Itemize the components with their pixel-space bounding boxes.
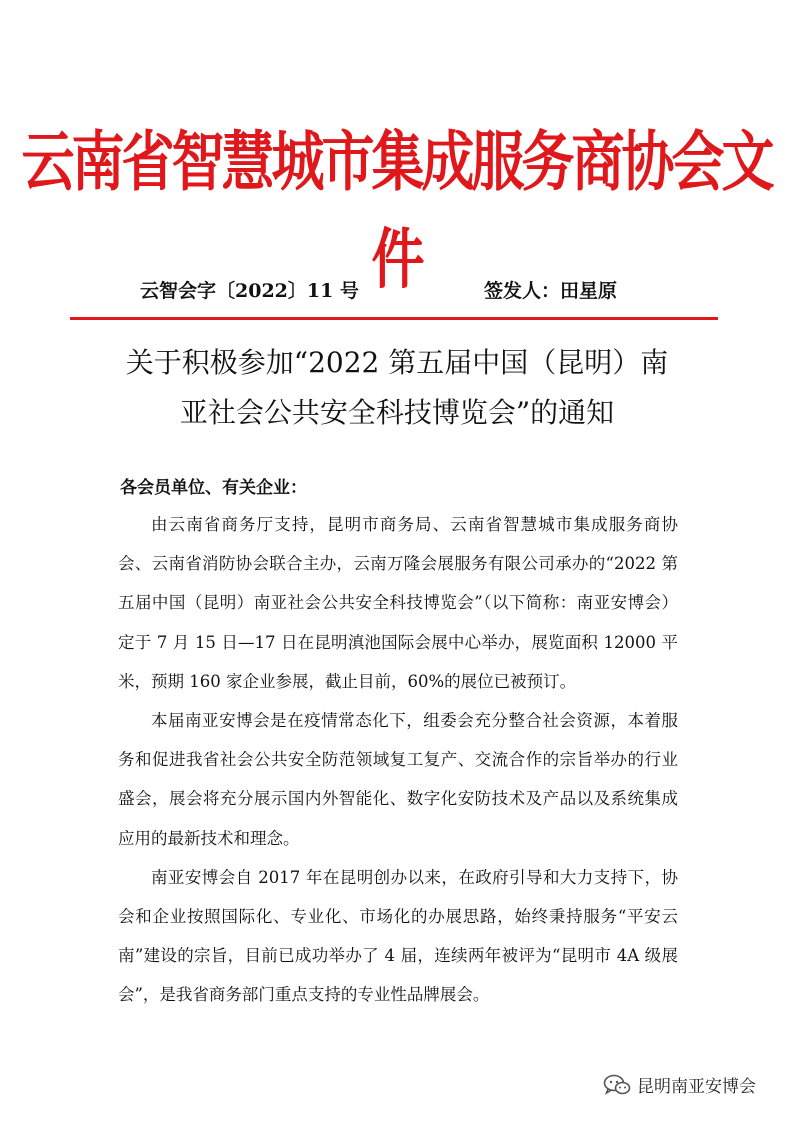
signer <box>484 278 617 304</box>
notice-title-line-1: 关于积极参加“2022 第五届中国（昆明）南 <box>125 346 669 379</box>
body-text <box>118 505 678 1015</box>
red-divider <box>70 317 718 320</box>
notice-title-line-2: 亚社会公共安全科技博览会”的通知 <box>179 396 615 429</box>
watermark-label: 昆明南亚安博会 <box>637 1077 756 1097</box>
watermark <box>603 1072 756 1097</box>
salutation: 各会员单位、有关企业： <box>120 478 307 498</box>
signer-label: 签发人： <box>484 280 561 302</box>
body-paragraph-3: 南亚安博会自 2017 年在昆明创办以来，在政府引导和大力支持下，协会和企业按照国际化、专业化、市场化的办展思路，始终秉持服务“平安云南”建设的宗旨，目前已成功举办了 4 届，连续两年被评为“昆明市 4A 级展会”，是我省商务部门重点支持的专业性品牌展会。 <box>118 867 678 1005</box>
body-paragraph-1: 由云南省商务厅支持，昆明市商务局、云南省智慧城市集成服务商协会、云南省消防协会联合主办，云南万隆会展服务有限公司承办的“2022 第五届中国（昆明）南亚社会公共安全科技博览会”（以下简称：南亚安博会）定于 7 月 15 日—17 日在昆明滇池国际会展中心举办，展览面积 12000 平米，预期 160 家企业参展，截止目前，60%的展位已被预订。 <box>118 515 678 691</box>
signer-name: 田星原 <box>560 280 618 302</box>
body-paragraph-2: 本届南亚安博会是在疫情常态化下，组委会充分整合社会资源，本着服务和促进我省社会公共安全防范领域复工复产、交流合作的宗旨举办的行业盛会，展会将充分展示国内外智能化、数字化安防技术及产品以及系统集成应用的最新技术和理念。 <box>118 711 678 848</box>
document-number: 云智会字〔2022〕11 号 <box>140 280 359 302</box>
notice-title <box>90 338 704 438</box>
wechat-icon <box>603 1073 631 1097</box>
org-document-title: 云南省智慧城市集成服务商协会文件 <box>21 125 772 298</box>
